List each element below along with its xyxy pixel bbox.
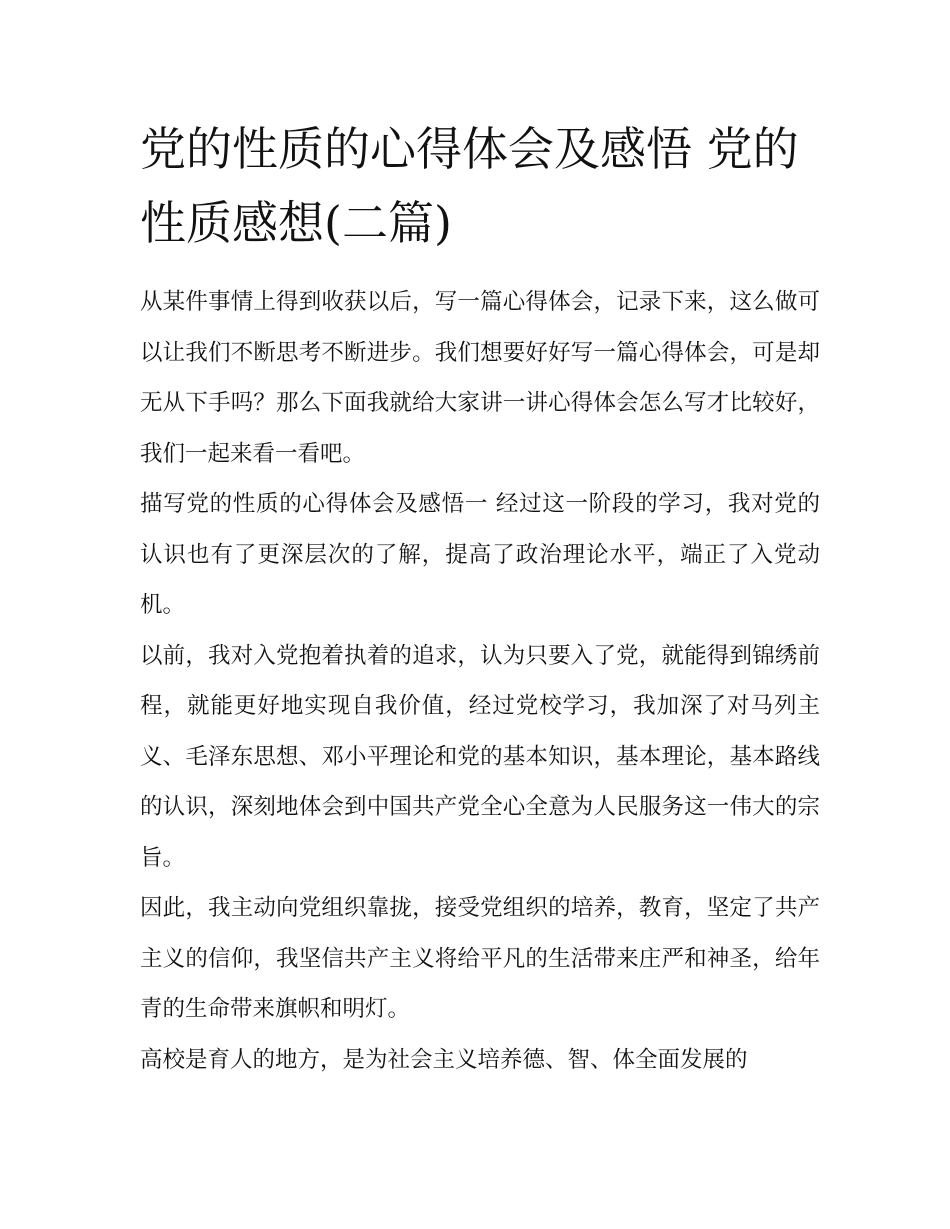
paragraph-3: 因此，我主动向党组织靠拢，接受党组织的培养，教育，坚定了共产主义的信仰，我坚信共产主义将给平凡的生活带来庄严和神圣，给年青的生命带来旗帜和明灯。 [140, 895, 820, 1022]
paragraph-4: 高校是育人的地方，是为社会主义培养德、智、体全面发展的 [140, 1046, 748, 1073]
document-body [140, 277, 820, 1085]
document-title: 党的性质的心得体会及感悟 党的性质感想(二篇) [140, 122, 799, 250]
paragraph-intro: 从某件事情上得到收获以后，写一篇心得体会，记录下来，这么做可以让我们不断思考不断进步。我们想要好好写一篇心得体会，可是却无从下手吗？那么下面我就给大家讲一讲心得体会怎么写才比较好，我们一起来看一看吧。 [140, 289, 820, 467]
paragraph-2: 以前，我对入党抱着执着的追求，认为只要入了党，就能得到锦绣前程，就能更好地实现自我价值，经过党校学习，我加深了对马列主义、毛泽东思想、邓小平理论和党的基本知识，基本理论，基本路线的认识，深刻地体会到中国共产党全心全意为人民服务这一伟大的宗旨。 [140, 642, 820, 871]
paragraph-1: 描写党的性质的心得体会及感悟一 经过这一阶段的学习，我对党的认识也有了更深层次的了解，提高了政治理论水平，端正了入党动机。 [140, 491, 820, 618]
